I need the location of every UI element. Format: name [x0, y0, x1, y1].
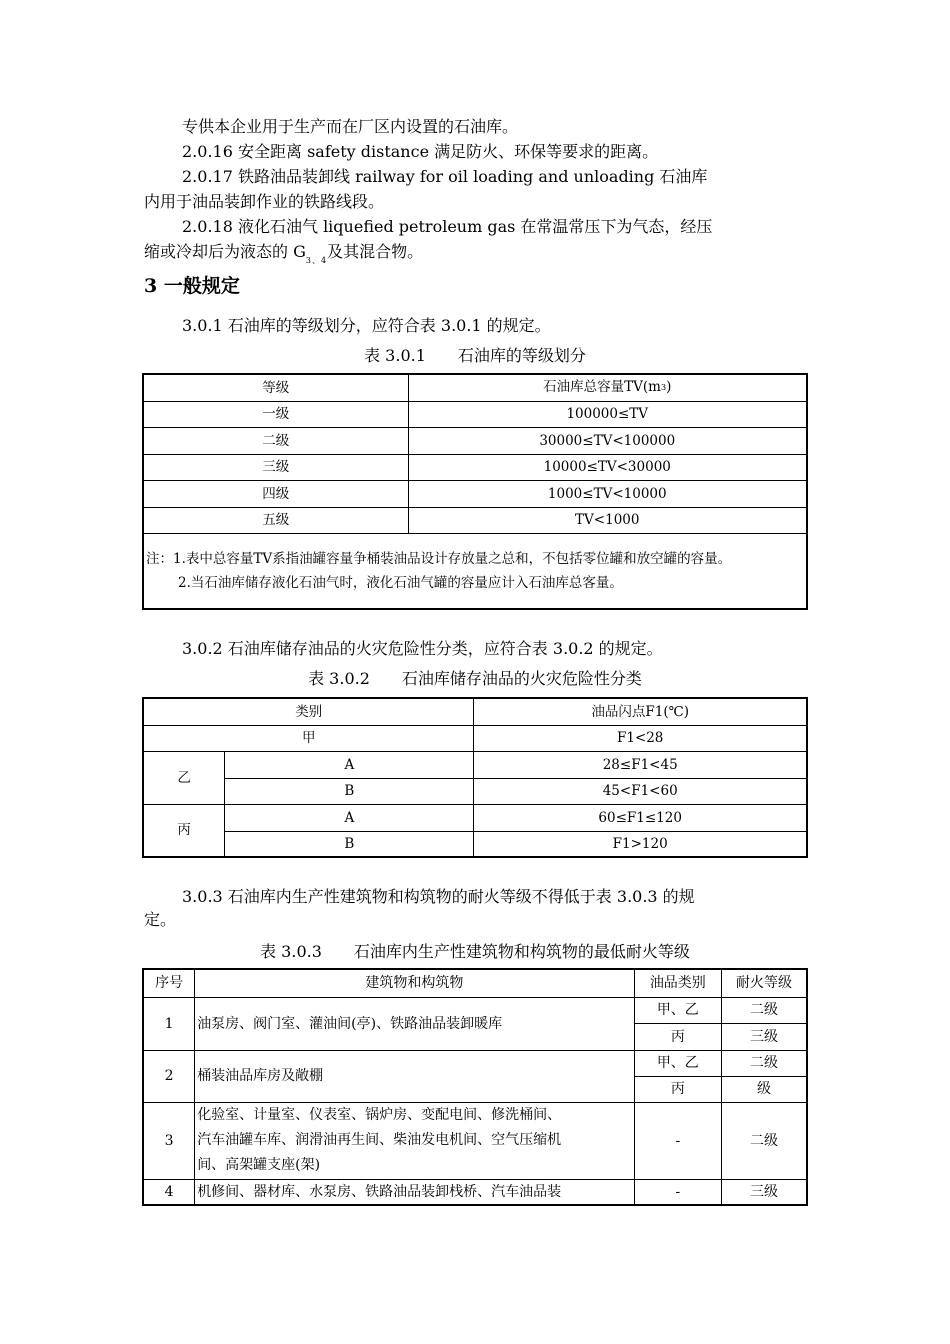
class-header: 类别	[143, 698, 474, 725]
section-heading: 3 一般规定	[144, 275, 240, 297]
paragraph-2-0-16: 2.0.16 安全距离 safety distance 满足防火、环保等要求的距离。	[182, 142, 659, 161]
paragraph-2-0-17a: 2.0.17 铁路油品装卸线 railway for oil loading and unloading 石油库	[182, 167, 708, 186]
row3-building-line3: 间、高架罐支座(架)	[197, 1157, 321, 1173]
row3-class: -	[634, 1102, 722, 1179]
flash-yi-a: 28≤F1<45	[474, 751, 807, 778]
capacity-header-text: 石油库总容量TV(m	[543, 379, 661, 396]
lpg-text-pre: 缩或冷却后为液态的 G	[144, 242, 306, 261]
row1-building: 油泵房、阀门室、灌油间(亭)、铁路油品装卸暖库	[195, 997, 634, 1050]
table2-intro: 3.0.2 石油库储存油品的火灾危险性分类，应符合表 3.0.2 的规定。	[182, 639, 663, 658]
row3-building-line2: 汽车油罐车库、润滑油再生间、柴油发电机间、空气压缩机	[197, 1132, 562, 1148]
table-row	[143, 997, 807, 1023]
row3-building-line1: 化验室、计量室、仪表室、锅炉房、变配电间、修洗桶间、	[197, 1107, 562, 1123]
table1-caption: 表 3.0.1 石油库的等级划分	[364, 346, 586, 365]
row4-class: -	[634, 1179, 722, 1205]
capacity-cell: 10000≤TV<30000	[408, 454, 807, 480]
grade-cell: 二级	[143, 427, 408, 454]
class-yi: 乙	[143, 751, 225, 804]
capacity-cell: 1000≤TV<10000	[408, 480, 807, 507]
class-bing: 丙	[143, 804, 225, 857]
grade-cell: 五级	[143, 507, 408, 533]
table1-notes	[143, 533, 807, 609]
table1-note-2: 2.当石油库储存液化石油气时，液化石油气罐的容量应计入石油库总客量。	[178, 574, 623, 591]
flash-jia: F1<28	[474, 725, 807, 751]
row4-grade: 三级	[722, 1179, 807, 1205]
grade-table	[142, 373, 808, 610]
row1-grade-2: 三级	[722, 1023, 807, 1050]
table-row	[143, 401, 807, 427]
table3-intro-b: 定。	[144, 910, 177, 929]
grade-cell: 一级	[143, 401, 408, 427]
paragraph-2-0-18b	[144, 239, 808, 273]
table-row	[143, 427, 807, 454]
fire-grade-header: 耐火等级	[722, 969, 807, 997]
table-row	[143, 751, 807, 778]
table-row	[143, 1050, 807, 1076]
table3-caption: 表 3.0.3 石油库内生产性建筑物和构筑物的最低耐火等级	[260, 942, 690, 961]
table-row	[143, 831, 807, 857]
table-row	[143, 1179, 807, 1205]
grade-header: 等级	[143, 374, 408, 401]
row2-no: 2	[143, 1050, 195, 1102]
subclass-bing-b: B	[225, 831, 474, 857]
building-header: 建筑物和构筑物	[195, 969, 634, 997]
row1-no: 1	[143, 997, 195, 1050]
no-header: 序号	[143, 969, 195, 997]
subclass-yi-b: B	[225, 778, 474, 804]
paragraph-2-0-17b: 内用于油品装卸作业的铁路线段。	[144, 192, 385, 211]
capacity-header-close: )	[666, 379, 672, 396]
capacity-cell: TV<1000	[408, 507, 807, 533]
table1-note-1: 注：1.表中总容量TV系指油罐容量争桶装油品设计存放量之总和，不包括零位罐和放空罐的容量。	[146, 550, 732, 567]
table-row	[143, 725, 807, 751]
row2-grade-1: 二级	[722, 1050, 807, 1076]
table-row	[143, 454, 807, 480]
flash-yi-b: 45<F1<60	[474, 778, 807, 804]
row2-grade-2: 级	[722, 1076, 807, 1102]
row4-no: 4	[143, 1179, 195, 1205]
table2-caption: 表 3.0.2 石油库储存油品的火灾危险性分类	[308, 669, 642, 688]
hazard-table	[142, 697, 808, 858]
flash-bing-a: 60≤F1≤120	[474, 804, 807, 831]
row2-building: 桶装油品库房及敞棚	[195, 1050, 634, 1102]
row2-class-1: 甲、乙	[634, 1050, 722, 1076]
paragraph-2-0-18a: 2.0.18 液化石油气 liquefied petroleum gas 在常温常压下为气态，经压	[182, 217, 713, 236]
row1-class-1: 甲、乙	[634, 997, 722, 1023]
table-row	[143, 778, 807, 804]
capacity-cell: 30000≤TV<100000	[408, 427, 807, 454]
flash-bing-b: F1>120	[474, 831, 807, 857]
row3-grade: 二级	[722, 1102, 807, 1179]
table-row	[143, 480, 807, 507]
class-jia: 甲	[143, 725, 474, 751]
lpg-text-post: 及其混合物。	[327, 242, 424, 261]
row1-class-2: 丙	[634, 1023, 722, 1050]
oil-class-header: 油品类别	[634, 969, 722, 997]
row2-class-2: 丙	[634, 1076, 722, 1102]
fire-rating-table	[142, 968, 808, 1206]
table3-intro-a: 3.0.3 石油库内生产性建筑物和构筑物的耐火等级不得低于表 3.0.3 的规	[182, 887, 695, 906]
capacity-header	[408, 374, 807, 401]
subclass-yi-a: A	[225, 751, 474, 778]
capacity-cell: 100000≤TV	[408, 401, 807, 427]
row1-grade-1: 二级	[722, 997, 807, 1023]
subclass-bing-a: A	[225, 804, 474, 831]
table-row	[143, 804, 807, 831]
row3-no: 3	[143, 1102, 195, 1179]
table-row	[143, 1102, 807, 1179]
paragraph-p1: 专供本企业用于生产而在厂区内设置的石油库。	[182, 117, 519, 136]
row4-building: 机修间、器材库、水泵房、铁路油品装卸栈桥、汽车油品装	[195, 1179, 634, 1205]
table1-intro: 3.0.1 石油库的等级划分，应符合表 3.0.1 的规定。	[182, 316, 551, 335]
grade-cell: 四级	[143, 480, 408, 507]
row3-building	[195, 1102, 634, 1179]
grade-cell: 三级	[143, 454, 408, 480]
capacity-header-sup: 3	[660, 383, 667, 393]
table-row	[143, 507, 807, 533]
lpg-subscript: 3、4	[305, 256, 328, 265]
flash-header: 油品闪点F1(℃)	[474, 698, 807, 725]
